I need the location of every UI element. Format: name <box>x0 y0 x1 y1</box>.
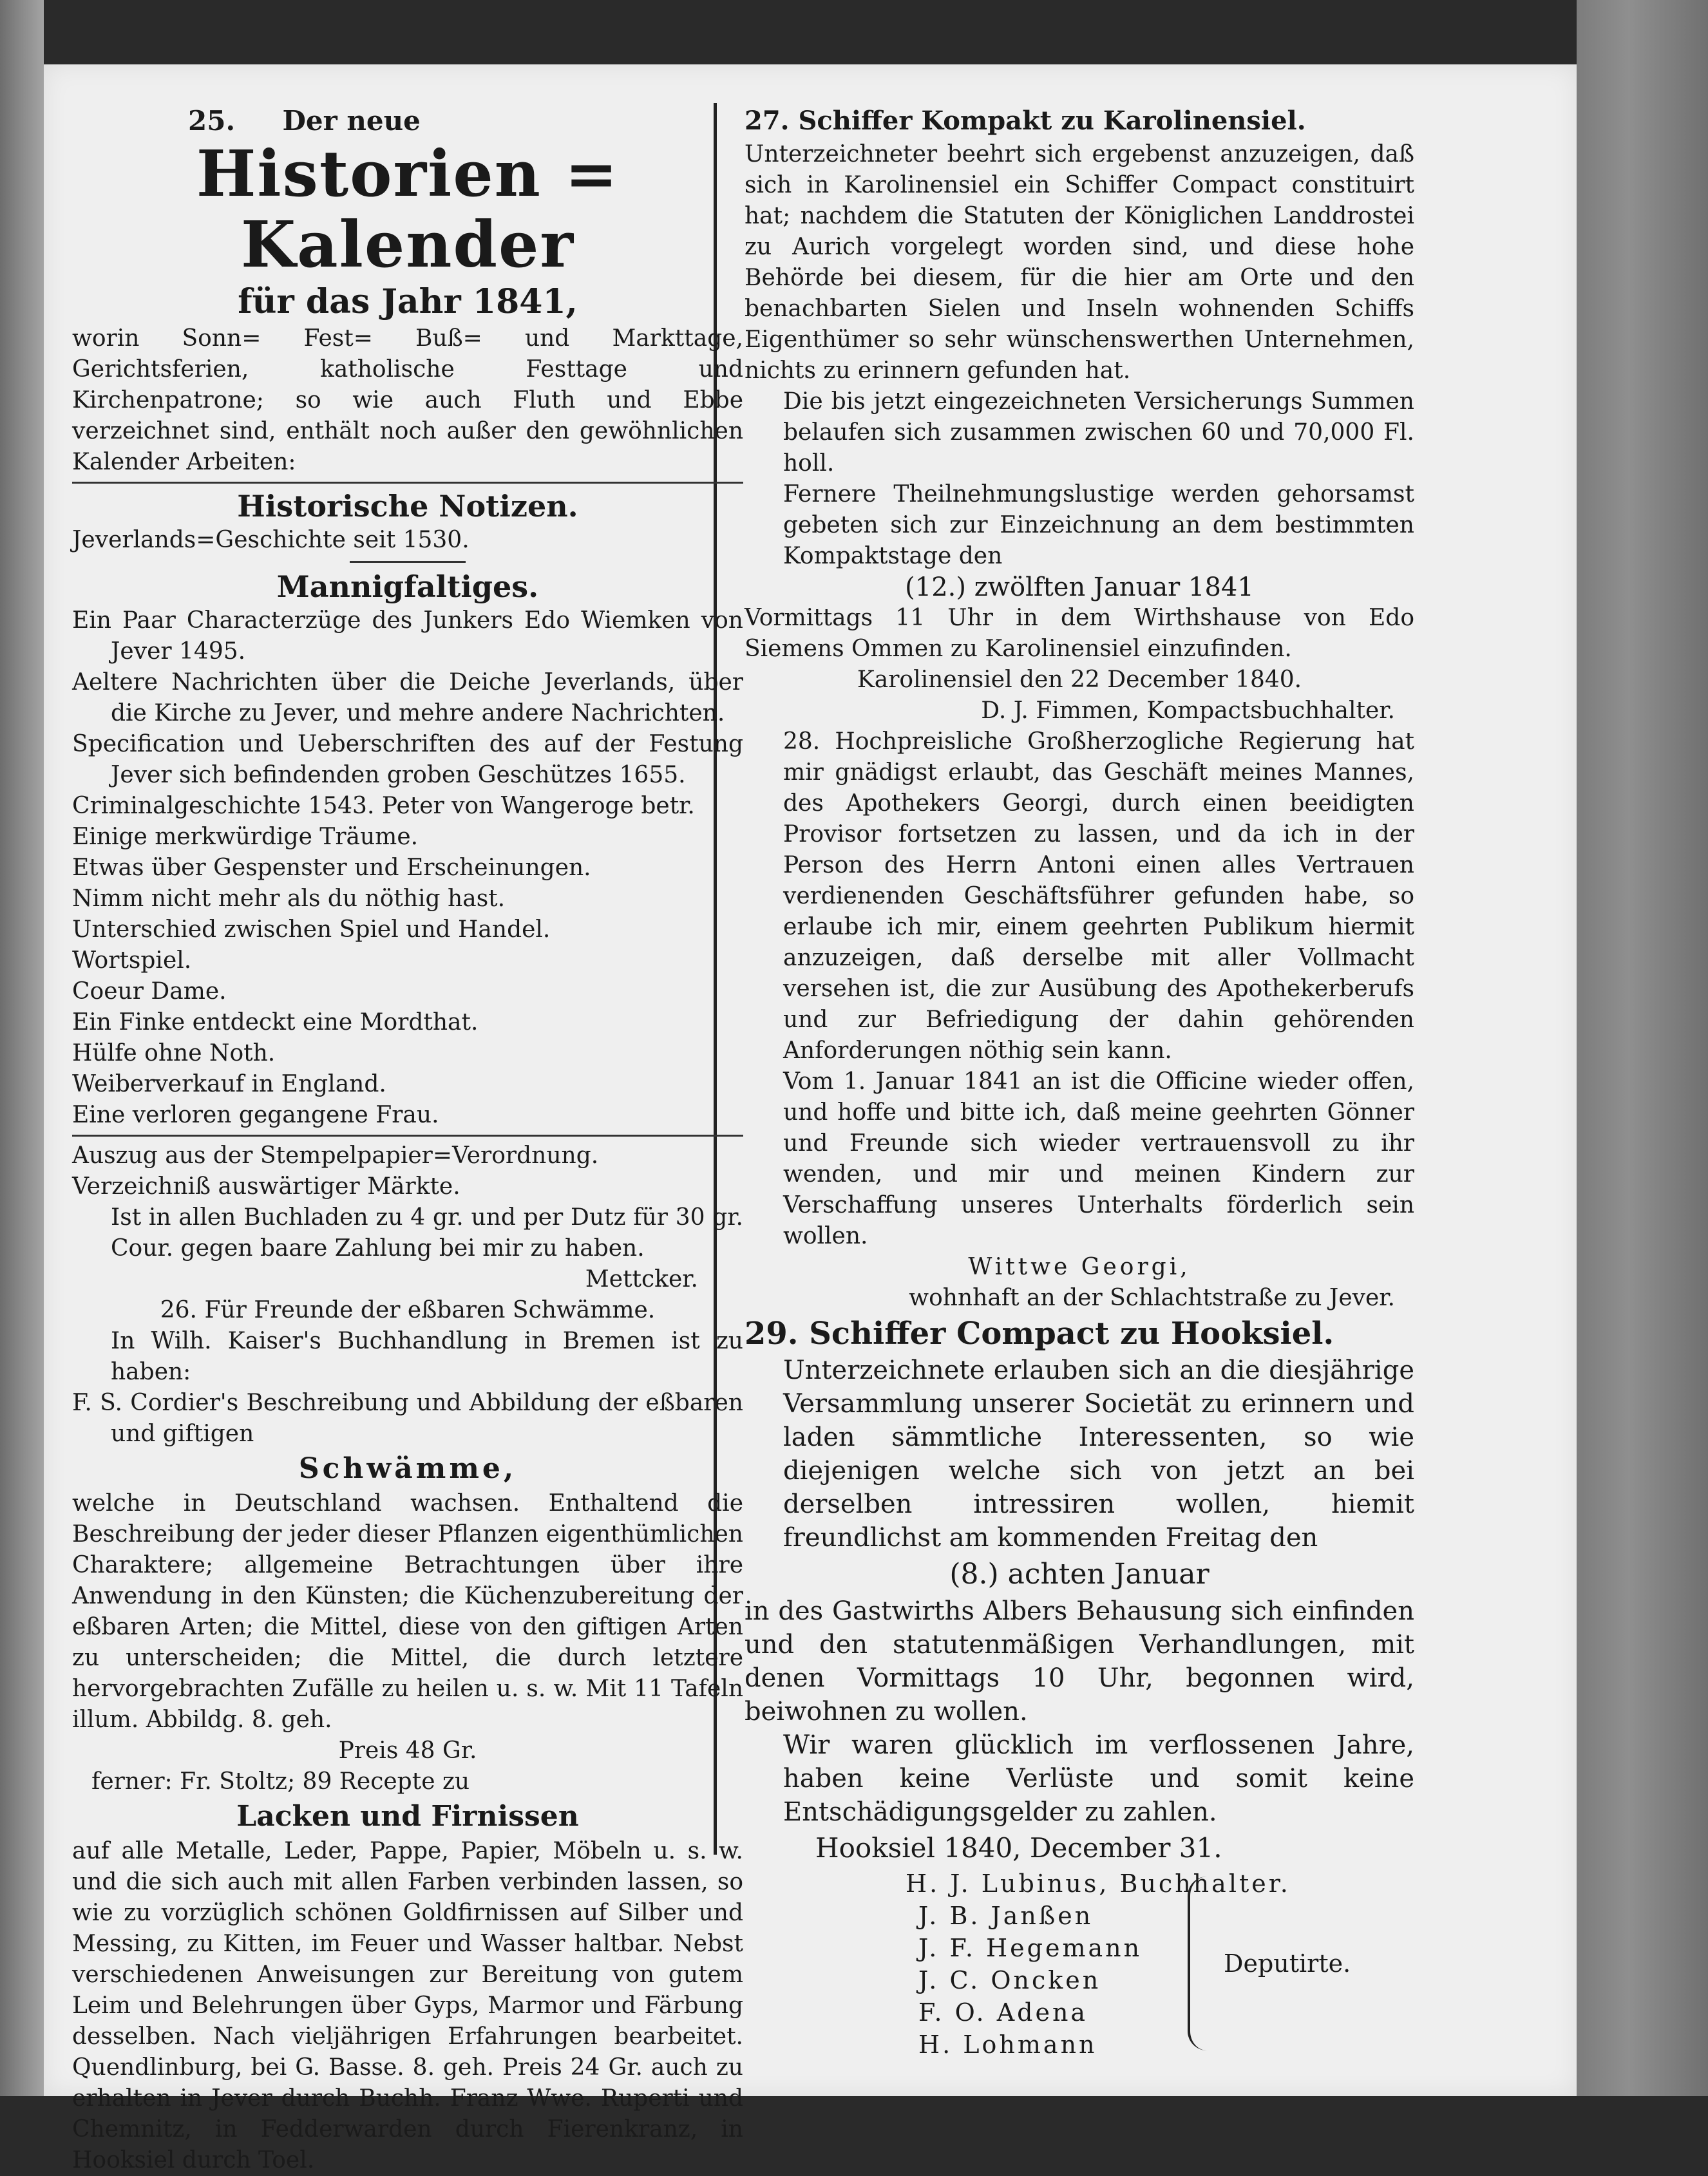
ad-29 <box>745 1314 1414 2080</box>
list-item: Etwas über Gespenster und Erscheinungen. <box>72 855 591 881</box>
calendar-title: Historien = Kalender <box>196 137 620 282</box>
curly-brace <box>1188 1877 1208 2050</box>
signature-block <box>906 1868 1414 2080</box>
ad-body: in des Gastwirths Albers Behausung sich einfinden und den statutenmäßigen Verhandlungen, mit denen Vormittags 10 Uhr, begonnen wird, beiwohnen zu wollen. <box>745 1596 1414 1727</box>
place-date: Karolinensiel den 22 December 1840. <box>857 667 1302 693</box>
signer: J. C. Oncken <box>918 1966 1101 1994</box>
book-title: Schwämme, <box>298 1452 517 1485</box>
list-item: Ein Paar Characterzüge des Junkers Edo Wiemken von Jever 1495. <box>72 607 743 665</box>
ad-signature: Wittwe Georgi, <box>968 1254 1191 1280</box>
list-item: Verzeichniß auswärtiger Märkte. <box>72 1173 460 1200</box>
ad-26 <box>72 1295 743 2176</box>
ad-body: Unterzeichneter beehrt sich ergebenst anzuzeigen, daß sich in Karolinensiel ein Schiffer Compact constituirt hat; nachdem die Statuten der Königlichen Landdrostei zu Aurich vorgelegt worden sind, und diese hohe Behörde bei diesem, für die hier am Orte und den benachbarten Sielen und Inseln wohnenden Schiffs Eigenthümer so sehr wünschenswerthen Unternehmen, nichts zu erinnern gefunden hat. <box>745 141 1414 384</box>
ad-28 <box>745 726 1414 1314</box>
book-spine-left <box>0 0 44 2096</box>
rule <box>72 482 743 484</box>
signer: J. F. Hegemann <box>918 1934 1143 1962</box>
ferner-description: auf alle Metalle, Leder, Pappe, Papier, Möbeln u. s. w. und die sich auch mit allen Farben verbinden lassen, so wie zu vorzüglich schönen Goldfirnissen auf Silber und Messing, zu Kitten, im Feuer und Wasser haltbar. Nebst verschiedenen Anweisungen zur Bereitung von gutem Leim und Belehrungen über Gyps, Marmor und Färbung desselben. Nach vieljährigen Erfahrungen bearbeitet. Quendlinburg, bei G. Basse. 8. geh. Preis 24 Gr. auch zu erhalten in Jever durch Buchh. Franz Wwe. Ruperti und Chemnitz, in Fedderwarden durch Fierenkranz, in Hooksiel durch Toel. <box>72 1838 743 2173</box>
ad-body: Wir waren glücklich im verflossenen Jahre, haben keine Verlüste und somit keine Entschädigungsgelder zu zahlen. <box>783 1730 1414 1827</box>
rule <box>72 1135 743 1137</box>
ad-signature: D. J. Fimmen, Kompactsbuchhalter. <box>981 697 1395 724</box>
list-item: Nimm nicht mehr als du nöthig hast. <box>72 885 506 912</box>
notizen-item: Jeverlands=Geschichte seit 1530. <box>72 527 470 553</box>
mannigfaltiges-title: Mannigfaltiges. <box>276 569 539 604</box>
list-item: Eine verloren gegangene Frau. <box>72 1102 439 1128</box>
ad-intro: In Wilh. Kaiser's Buchhandlung in Bremen ist zu haben: <box>111 1328 743 1385</box>
book-description: welche in Deutschland wachsen. Enthaltend die Beschreibung der jeder dieser Pflanzen eigenthümlichen Charaktere; allgemeine Betrachtungen über ihre Anwendung in den Künsten; die Küchenzubereitung der eßbaren Arten; die Mittel, diese von den giftigen Arten zu unterscheiden; die Mittel, die durch letztere hervorgebrachten Zufälle zu heilen u. s. w. Mit 11 Tafeln illum. Abbildg. 8. geh. <box>72 1490 743 1733</box>
signer: H. J. Lubinus, Buchhalter. <box>906 1869 1291 1898</box>
book-cover-right <box>1577 0 1708 2096</box>
ad-25 <box>72 103 743 1295</box>
price-text: Ist in allen Buchladen zu 4 gr. und per Dutz für 30 gr. Cour. gegen baare Zahlung bei mir zu haben. <box>111 1204 743 1262</box>
ad-body: Die bis jetzt eingezeichneten Versicherungs Summen belaufen sich zusammen zwischen 60 und 70,000 Fl. holl. <box>783 388 1414 477</box>
list-item: Criminalgeschichte 1543. Peter von Wangeroge betr. <box>72 793 695 819</box>
ad-head: 27. Schiffer Kompakt zu Karolinensiel. <box>745 106 1306 136</box>
meeting-date: (8.) achten Januar <box>949 1558 1210 1591</box>
list-item: Specification und Ueberschriften des auf der Festung Jever sich befindenden groben Geschützes 1655. <box>72 731 743 788</box>
left-column <box>72 103 743 2176</box>
meeting-date: (12.) zwölften Januar 1841 <box>905 572 1254 602</box>
ad-body: Vom 1. Januar 1841 an ist die Officine wieder offen, und hoffe und bitte ich, daß meine geehrten Gönner und Freunde sich wieder vertrauensvoll zu ihr wenden, und mir und meinen Kindern zur Verschaffung unseres Unterhalts förderlich sein wollen. <box>783 1068 1414 1249</box>
rule <box>350 561 466 563</box>
ferner-line: ferner: Fr. Stoltz; 89 Recepte zu <box>91 1768 470 1795</box>
list-item: Aeltere Nachrichten über die Deiche Jeverlands, über die Kirche zu Jever, und mehre andere Nachrichten. <box>72 669 743 726</box>
ad-body: 28. Hochpreisliche Großherzogliche Regierung hat mir gnädigst erlaubt, das Geschäft meines Mannes, des Apothekers Georgi, durch einen beeidigten Provisor fortsetzen zu lassen, und da ich in der Person des Herrn Antoni einen alles Vertrauen verdienenden Geschäftsführer gefunden habe, so erlaube ich mir, einem geehrten Publikum hiermit anzuzeigen, daß derselbe mit aller Vollmacht versehen ist, die zur Ausübung des Apothekerberufs und zur Befriedigung der dahin gehörenden Anforderungen nöthig sein kann. <box>783 728 1414 1064</box>
signer-role: Deputirte. <box>1224 1949 1351 1978</box>
list-item: Unterschied zwischen Spiel und Handel. <box>72 916 551 943</box>
notizen-title: Historische Notizen. <box>237 489 578 524</box>
signer: F. O. Adena <box>918 1998 1088 2027</box>
ad-head: 26. Für Freunde der eßbaren Schwämme. <box>160 1297 656 1323</box>
ad-head: Der neue <box>282 105 421 137</box>
place-date: Hooksiel 1840, December 31. <box>815 1832 1222 1864</box>
list-item: Hülfe ohne Noth. <box>72 1040 276 1066</box>
ad-body: Unterzeichnete erlauben sich an die diesjährige Versammlung unserer Societät zu erinnern und laden sämmtliche Interessenten, so wie diejenigen welche sich von jetzt an bei derselben intressiren wollen, hiemit freundlichst am kommenden Freitag den <box>783 1356 1414 1553</box>
signer-address: wohnhaft an der Schlachtstraße zu Jever. <box>909 1285 1395 1311</box>
ad-body: Vormittags 11 Uhr in dem Wirthshause von Edo Siemens Ommen zu Karolinensiel einzufinden. <box>745 605 1414 662</box>
signer: J. B. Janßen <box>918 1902 1094 1930</box>
ferner-title: Lacken und Firnissen <box>236 1800 579 1833</box>
ad-head: 29. Schiffer Compact zu Hooksiel. <box>745 1316 1334 1352</box>
list-item: Einige merkwürdige Träume. <box>72 824 419 850</box>
list-item: Wortspiel. <box>72 947 192 974</box>
right-column <box>745 103 1414 2080</box>
calendar-subtitle: für das Jahr 1841, <box>238 282 578 321</box>
list-item: Coeur Dame. <box>72 978 227 1005</box>
list-item: Auszug aus der Stempelpapier=Verordnung. <box>72 1142 599 1169</box>
ad-number: 25. <box>188 105 236 137</box>
ad-27 <box>745 103 1414 726</box>
calendar-description: worin Sonn= Fest= Buß= und Markttage, Gerichtsferien, katholische Festtage und Kirchenpatrone; so wie auch Fluth und Ebbe verzeichnet sind, enthält noch außer den gewöhnlichen Kalender Arbeiten: <box>72 325 743 475</box>
list-item: Ein Finke entdeckt eine Mordthat. <box>72 1009 479 1036</box>
book-line: F. S. Cordier's Beschreibung und Abbildung der eßbaren und giftigen <box>72 1390 743 1447</box>
ad-signature: Mettcker. <box>585 1266 698 1292</box>
ad-body: Fernere Theilnehmungslustige werden gehorsamst gebeten sich zur Einzeichnung an dem bestimmten Kompaktstage den <box>783 481 1414 569</box>
signer: H. Lohmann <box>918 2030 1097 2059</box>
book-price: Preis 48 Gr. <box>338 1737 477 1764</box>
list-item: Weiberverkauf in England. <box>72 1071 386 1097</box>
